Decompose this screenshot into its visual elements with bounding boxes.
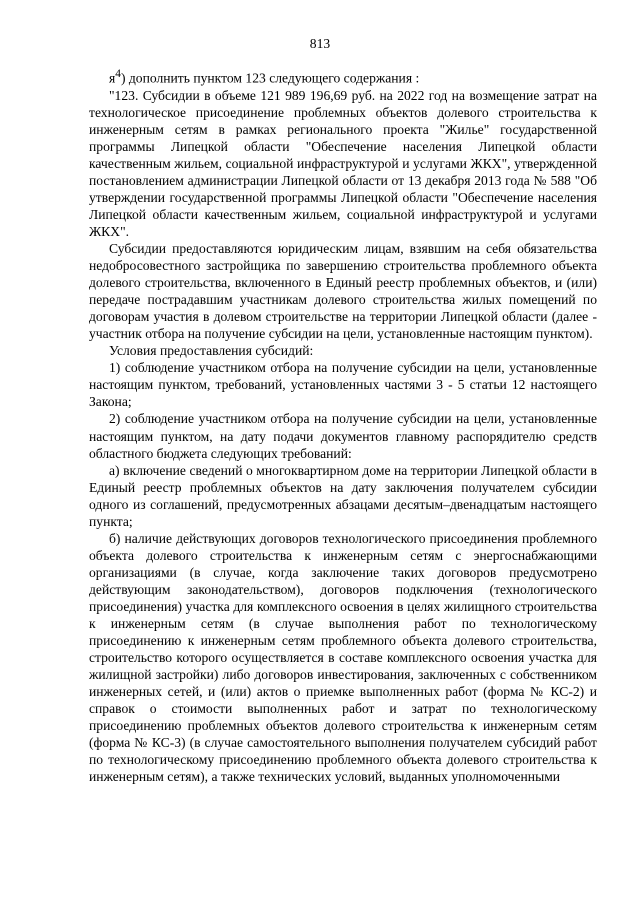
paragraph-conditions-heading: Условия предоставления субсидий: [109, 343, 314, 359]
footnote-superscript: 4 [115, 68, 121, 80]
paragraph-recipients: Субсидии предоставляются юридическим лицам, взявшим на себя обязательства недобросовестного застройщика по завершению строительства проблемного объекта долевого строительства, включенного в Единый реестр проблемных объектов, и (или) передаче пострадавшим участникам долевого строительства жилых помещений по договорам участия в долевом строительстве на территории Липецкой области (далее - участник отбора на получение субсидии на цели, установленные настоящим пунктом). [89, 241, 597, 342]
paragraph-condition-1: 1) соблюдение участником отбора на получение субсидии на цели, установленные настоящим пунктом, требований, установленных частями 3 - 5 статьи 12 настоящего Закона; [89, 360, 597, 410]
document-body [89, 66, 597, 786]
lead-in-paragraph [89, 66, 597, 87]
lead-in-letter: я [109, 70, 116, 86]
page-number: 813 [309, 36, 331, 51]
lead-in-text: ) дополнить пунктом 123 следующего содержания : [120, 70, 420, 86]
paragraph-requirement-a: а) включение сведений о многоквартирном доме на территории Липецкой области в Единый реестр проблемных объектов на дату заключения получателем субсидии одного из соглашений, предусмотренных абзацами десятым–двенадцатым настоящего пункта; [89, 462, 597, 529]
paragraph-item-123: "123. Субсидии в объеме 121 989 196,69 руб. на 2022 год на возмещение затрат на технологическое присоединение проблемных объектов долевого строительства к инженерным сетям в рамках регионального проекта "Жилье" государственной программы Липецкой области "Обеспечение населения Липецкой области качественным жильем, социальной инфраструктурой и услугами ЖКХ", утвержденной постановлением администрации Липецкой области от 13 декабря 2013 года № 588 "Об утверждении государственной программы Липецкой области "Обеспечение населения Липецкой области качественным жильем, социальной инфраструктурой и услугами ЖКХ". [89, 87, 597, 239]
paragraph-requirement-b: б) наличие действующих договоров технологического присоединения проблемного объекта долевого строительства к инженерным сетям с энергоснабжающими организациями (в случае, когда заключение таких договоров предусмотрено действующим законодательством), договоров подключения (технологического присоединения) участка для комплексного освоения в целях жилищного строительства к инженерным сетям (в случае выполнения работ по технологическому присоединению к инженерным сетям проблемного объекта долевого строительства, строительство которого осуществляется в составе комплексного освоения участка для жилищной застройки) либо договоров инвестирования, заключенных с собственником инженерных сетей, и (или) актов о приемке выполненных работ (форма № КС-2) и справок о стоимости выполненных работ и затрат по технологическому присоединению проблемных объектов долевого строительства к инженерным сетям (форма № КС-3) (в случае самостоятельного выполнения получателем субсидий работ по технологическому присоединению проблемного объекта долевого строительства к инженерным сетям), а также технических условий, выданных уполномоченными [89, 530, 597, 785]
paragraph-condition-2: 2) соблюдение участником отбора на получение субсидии на цели, установленные настоящим пунктом, на дату подачи документов главному распорядителю средств областного бюджета следующих требований: [89, 411, 597, 461]
